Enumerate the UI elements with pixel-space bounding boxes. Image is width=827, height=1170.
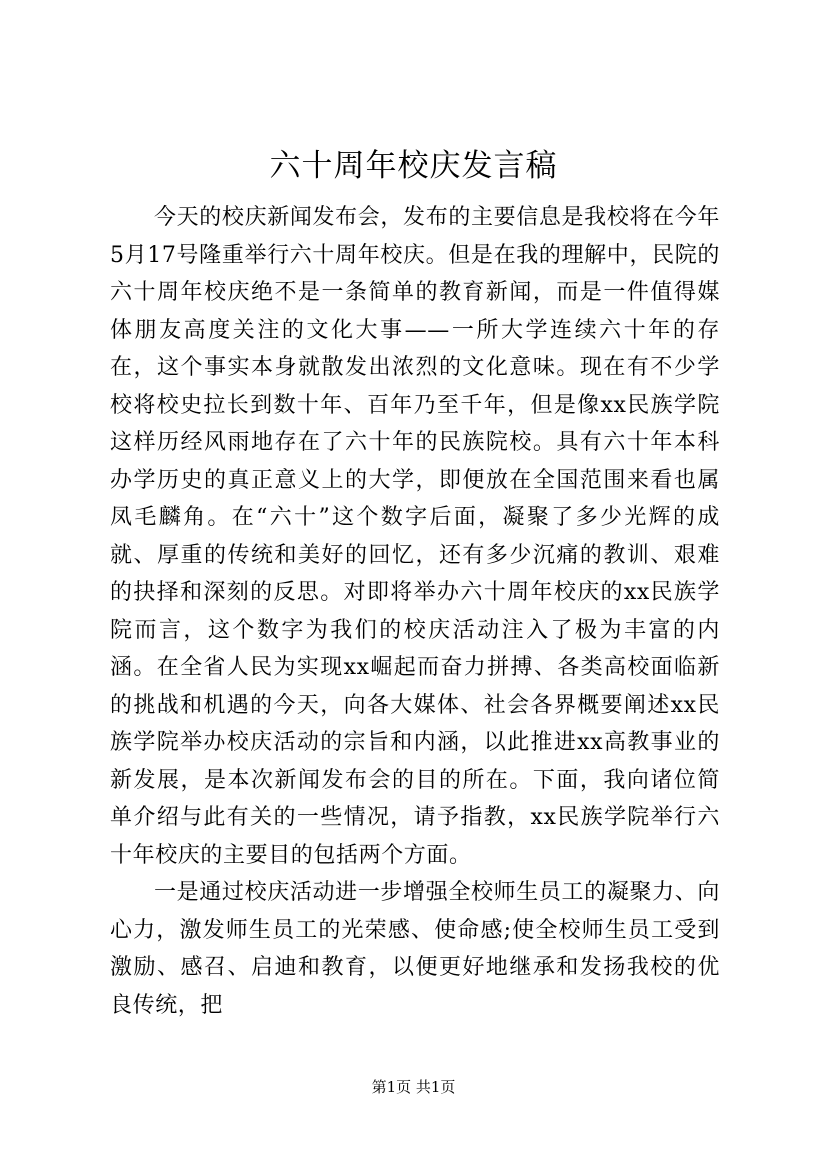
document-title: 六十周年校庆发言稿 (269, 148, 558, 184)
document-body (110, 199, 720, 1024)
page-number-footer: 第1页 共1页 (371, 1078, 456, 1096)
paragraph: 一是通过校庆活动进一步增强全校师生员工的凝聚力、向心力，激发师生员工的光荣感、使命感;使全校师生员工受到激励、感召、启迪和教育，以便更好地继承和发扬我校的优良传统，把 (110, 880, 720, 1018)
paragraph: 今天的校庆新闻发布会，发布的主要信息是我校将在今年5月17号隆重举行六十周年校庆。但是在我的理解中，民院的六十周年校庆绝不是一条简单的教育新闻，而是一件值得媒体朋友高度关注的文化大事——一所大学连续六十年的存在，这个事实本身就散发出浓烈的文化意味。现在有不少学校将校史拉长到数十年、百年乃至千年，但是像xx民族学院这样历经风雨地存在了六十年的民族院校。具有六十年本科办学历史的真正意义上的大学，即便放在全国范围来看也属凤毛麟角。在“六十”这个数字后面，凝聚了多少光辉的成就、厚重的传统和美好的回忆，还有多少沉痛的教训、艰难的抉择和深刻的反思。对即将举办六十周年校庆的xx民族学院而言，这个数字为我们的校庆活动注入了极为丰富的内涵。在全省人民为实现xx崛起而奋力拼搏、各类高校面临新的挑战和机遇的今天，向各大媒体、社会各界概要阐述xx民族学院举办校庆活动的宗旨和内涵，以此推进xx高教事业的新发展，是本次新闻发布会的目的所在。下面，我向诸位简单介绍与此有关的一些情况，请予指教，xx民族学院举行六十年校庆的主要目的包括两个方面。 (110, 205, 720, 868)
